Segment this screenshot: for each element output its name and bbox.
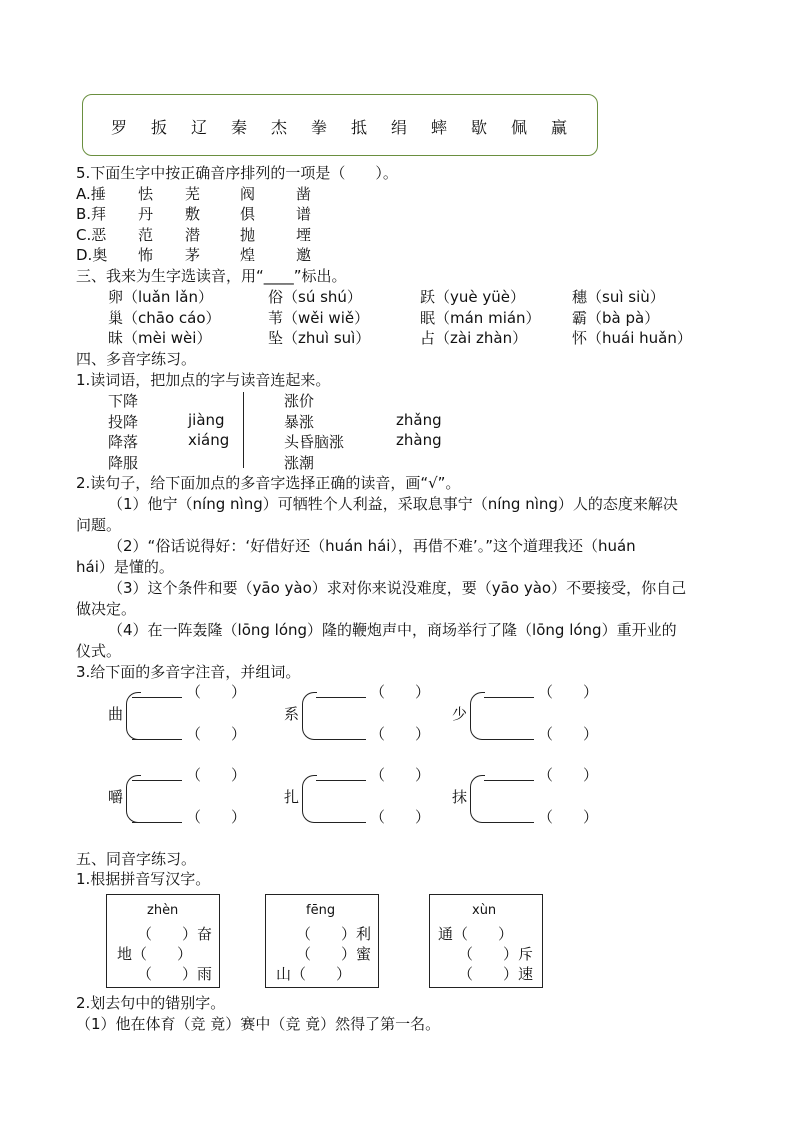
answer-paren: （ ） <box>186 683 247 701</box>
option-char: 堙 <box>296 226 312 244</box>
option-char: 范 <box>138 226 154 244</box>
answer-line <box>316 822 366 823</box>
option-label: D.奥 <box>76 246 108 264</box>
reading-item: 占（zài zhàn） <box>420 329 528 347</box>
answer-paren: （ ） <box>370 725 431 743</box>
brace <box>302 775 317 823</box>
poly-char: 系 <box>284 705 300 723</box>
homophone-box <box>429 894 543 988</box>
homophone-box <box>265 894 379 988</box>
reading-item: 跃（yuè yüè） <box>420 288 525 306</box>
reading-item: 穗（suì siù） <box>572 288 665 306</box>
sec4-q1-title: 1.读词语，把加点的字与读音连起来。 <box>76 371 331 389</box>
option-char: 凿 <box>296 185 312 203</box>
box-char: 绢 <box>391 118 408 137</box>
word: 涨潮 <box>284 454 315 472</box>
box-char: 罗 <box>111 118 128 137</box>
word: 涨价 <box>284 392 315 410</box>
sentence-line: 问题。 <box>76 516 122 534</box>
answer-line <box>316 697 366 698</box>
box-row: （ ）雨 <box>137 965 213 983</box>
answer-line <box>132 697 182 698</box>
answer-line <box>132 780 182 781</box>
sentence-line: 做决定。 <box>76 600 137 618</box>
answer-paren: （ ） <box>538 808 599 826</box>
sentence-line: 仪式。 <box>76 642 122 660</box>
box-row: （ ）速 <box>458 965 534 983</box>
reading-item: 坠（zhuì suì） <box>268 329 371 347</box>
reading-item: 卵（luǎn lǎn） <box>108 288 214 306</box>
box-char: 佩 <box>511 118 528 137</box>
box-char: 歇 <box>471 118 488 137</box>
brace <box>126 692 141 740</box>
word: 降落 <box>108 433 139 451</box>
answer-paren: （ ） <box>538 766 599 784</box>
answer-paren: （ ） <box>370 683 431 701</box>
option-label: A.捶 <box>76 185 106 203</box>
homophone-box <box>106 894 220 988</box>
sentence-line: hái）是懂的。 <box>76 558 174 576</box>
sec4-q3-title: 3.给下面的多音字注音，并组词。 <box>76 663 301 681</box>
answer-line <box>316 739 366 740</box>
word: 暴涨 <box>284 413 315 431</box>
poly-char: 扎 <box>284 788 300 806</box>
brace <box>470 692 485 740</box>
box-char: 抵 <box>351 118 368 137</box>
reading-item: 巢（chāo cáo） <box>108 309 221 327</box>
reading-item: 俗（sú shú） <box>268 288 362 306</box>
box-row: （ ）斥 <box>458 945 534 963</box>
option-char: 邀 <box>296 246 312 264</box>
sec5-q1-title: 1.根据拼音写汉字。 <box>76 870 211 888</box>
box-char: 拳 <box>311 118 328 137</box>
box-char: 杰 <box>271 118 288 137</box>
answer-paren: （ ） <box>370 766 431 784</box>
box-row: （ ）利 <box>296 925 372 943</box>
word: 降服 <box>108 454 139 472</box>
brace <box>302 692 317 740</box>
word: 下降 <box>108 392 139 410</box>
box-pinyin: zhèn <box>147 903 179 918</box>
sec5-q2-title: 2.划去句中的错别字。 <box>76 994 226 1012</box>
option-char: 丹 <box>138 205 154 223</box>
answer-line <box>484 822 534 823</box>
option-char: 俱 <box>240 205 256 223</box>
box-row: （ ）蜜 <box>296 945 372 963</box>
box-char: 辽 <box>191 118 208 137</box>
sec5-q2-line: （1）他在体育（竞 竟）赛中（竞 竟）然得了第一名。 <box>76 1015 441 1033</box>
word: 投降 <box>108 413 139 431</box>
poly-char: 曲 <box>108 705 124 723</box>
sentence-line: （4）在一阵轰隆（lōng lóng）隆的鞭炮声中，商场举行了隆（lōng lóng）重开业的 <box>108 621 677 639</box>
option-char: 怯 <box>138 185 154 203</box>
sec4-q2-title: 2.读句子，给下面加点的多音字选择正确的读音，画“√”。 <box>76 474 461 492</box>
option-char: 谱 <box>296 205 312 223</box>
option-char: 怖 <box>138 246 154 264</box>
option-char: 芜 <box>185 185 201 203</box>
answer-line <box>316 780 366 781</box>
box-pinyin: fēng <box>306 903 336 918</box>
reading: zhǎng <box>396 411 442 429</box>
box-char: 秦 <box>231 118 248 137</box>
answer-line <box>484 780 534 781</box>
answer-paren: （ ） <box>186 808 247 826</box>
answer-line <box>132 822 182 823</box>
option-char: 敷 <box>185 205 201 223</box>
brace <box>470 775 485 823</box>
q5-title: 5.下面生字中按正确音序排列的一项是（ ）。 <box>76 164 398 182</box>
reading-item: 霸（bà pà） <box>572 309 660 327</box>
box-char: 赢 <box>551 118 568 137</box>
reading-item: 苇（wěi wiě） <box>268 309 370 327</box>
word: 头昏脑涨 <box>284 433 345 451</box>
sec4-title: 四、多音字练习。 <box>76 350 197 368</box>
poly-char: 嚼 <box>108 788 124 806</box>
box-row: （ ）奋 <box>137 925 213 943</box>
reading: jiàng <box>188 411 225 429</box>
sentence-line: （1）他宁（níng nìng）可牺牲个人利益，采取息事宁（níng nìng）人的态度来解决 <box>108 495 678 513</box>
box-pinyin: xùn <box>472 903 497 918</box>
option-char: 抛 <box>240 226 256 244</box>
answer-paren: （ ） <box>538 725 599 743</box>
box-row: 地（ ） <box>117 945 193 963</box>
option-label: C.恶 <box>76 226 107 244</box>
answer-line <box>132 739 182 740</box>
option-label: B.拜 <box>76 205 107 223</box>
poly-char: 少 <box>452 705 468 723</box>
reading: zhàng <box>396 431 442 449</box>
sec3-title: 三、我来为生字选读音，用“____”标出。 <box>76 267 347 285</box>
option-char: 潜 <box>185 226 201 244</box>
option-char: 煌 <box>240 246 256 264</box>
reading-item: 怀（huái huǎn） <box>572 329 692 347</box>
brace <box>126 775 141 823</box>
reading-item: 眠（mán mián） <box>420 309 541 327</box>
sentence-line: （2）“俗话说得好：‘好借好还（huán hái），再借不难’。”这个道理我还（huán <box>108 537 636 555</box>
box-char: 蟀 <box>431 118 448 137</box>
answer-paren: （ ） <box>538 683 599 701</box>
poly-char: 抹 <box>452 788 468 806</box>
box-row: 山（ ） <box>276 965 352 983</box>
sec5-title: 五、同音字练习。 <box>76 850 197 868</box>
answer-line <box>484 697 534 698</box>
divider <box>243 392 244 468</box>
reading-item: 昧（mèi wèi） <box>108 329 212 347</box>
option-char: 阀 <box>240 185 256 203</box>
answer-line <box>484 739 534 740</box>
reading: xiáng <box>188 431 230 449</box>
answer-paren: （ ） <box>186 766 247 784</box>
box-row: 通（ ） <box>438 925 514 943</box>
box-char: 扳 <box>151 118 168 137</box>
option-char: 茅 <box>185 246 201 264</box>
sentence-line: （3）这个条件和要（yāo yào）求对你来说没难度，要（yāo yào）不要接受，你自己 <box>108 579 687 597</box>
character-box <box>82 94 598 156</box>
answer-paren: （ ） <box>370 808 431 826</box>
answer-paren: （ ） <box>186 725 247 743</box>
